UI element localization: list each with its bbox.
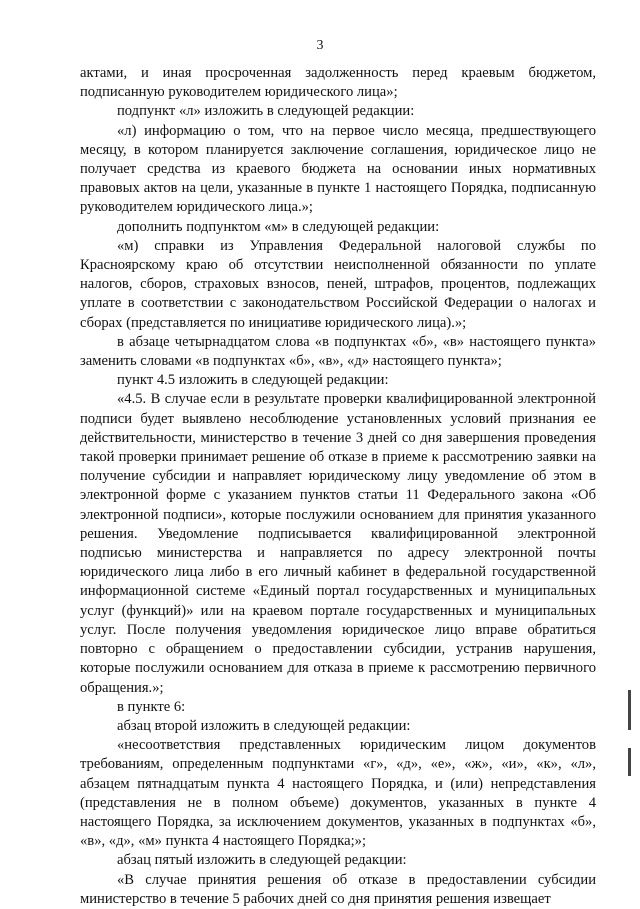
paragraph: «м) справки из Управления Федеральной налоговой службы по Красноярскому краю об отсутствии неисполненной обязанности по уплате налогов, сборов, страховых взносов, пеней, штрафов, процентов, подлежащих уплате в соответствии с законодательством Российской Федерации о налогах и сборах (представляется по инициативе юридического лица).»; — [80, 237, 596, 331]
page-number: 3 — [316, 38, 324, 53]
paragraph: в пункте 6: — [117, 698, 186, 715]
paragraph: «В случае принятия решения об отказе в предоставлении субсидии министерство в течение 5 рабочих дней со дня принятия решения извещает — [80, 871, 596, 907]
paragraph: «л) информацию о том, что на первое число месяца, предшествующего месяцу, в котором планируется заключение соглашения, юридическое лицо не получает средства из краевого бюджета на основании иных нормативных правовых актов на цели, указанные в пункте 1 настоящего Порядка, подписанную руководителем юридического лица.»; — [80, 122, 596, 216]
paragraph: подпункт «л» изложить в следующей редакции: — [117, 103, 415, 120]
paragraph: «несоответствия представленных юридическим лицом документов требованиям, определенным подпунктами «г», «д», «е», «ж», «и», «к», «л», абзацем пятнадцатым пункта 4 настоящего Порядка, и (или) непредставления (представления не в полном объеме) документов, указанных в пункте 4 настоящего Порядка, за исключением документов, указанных в подпунктах «б», «в», «д», «м» пункта 4 настоящего Порядка;»; — [80, 737, 596, 850]
paragraph: дополнить подпунктом «м» в следующей редакции: — [117, 218, 440, 235]
paragraph: «4.5. В случае если в результате проверки квалифицированной электронной подписи будет выявлено несоблюдение установленных условий признания ее действительности, министерство в течение 3 дней со дня завершения проведения такой проверки принимает решение об отказе в приеме к рассмотрению заявки на получение субсидии и направляет юридическому лицу уведомление об этом в электронной форме с указанием пунктов статьи 11 Федерального закона «Об электронной подписи», которые послужили основанием для принятия указанного решения. Уведомление подписывается квалифицированной электронной подписью министерства и направляется по адресу электронной почты юридического лица либо в его личный кабинет в федеральной государственной информационной системе «Единый портал государственных и муниципальных услуг (функций)» или на краевом портале государственных и муниципальных услуг. После получения уведомления юридическое лицо вправе обратиться повторно с обращением о предоставлении субсидии, устранив нарушения, которые послужили основанием для отказа в приеме к рассмотрению первичного обращения.»; — [80, 391, 596, 696]
scan-margin-mark — [628, 690, 631, 730]
document-body — [80, 64, 596, 909]
scan-margin-mark — [628, 748, 631, 776]
paragraph: пункт 4.5 изложить в следующей редакции: — [117, 372, 389, 389]
paragraph: в абзаце четырнадцатом слова «в подпунктах «б», «в» настоящего пункта» заменить словами «в подпунктах «б», «в», «д» настоящего пункта»; — [80, 333, 596, 370]
paragraph: абзац пятый изложить в следующей редакции: — [117, 852, 407, 869]
paragraph: актами, и иная просроченная задолженность перед краевым бюджетом, подписанную руководителем юридического лица»; — [80, 65, 596, 101]
paragraph: абзац второй изложить в следующей редакции: — [117, 717, 411, 734]
